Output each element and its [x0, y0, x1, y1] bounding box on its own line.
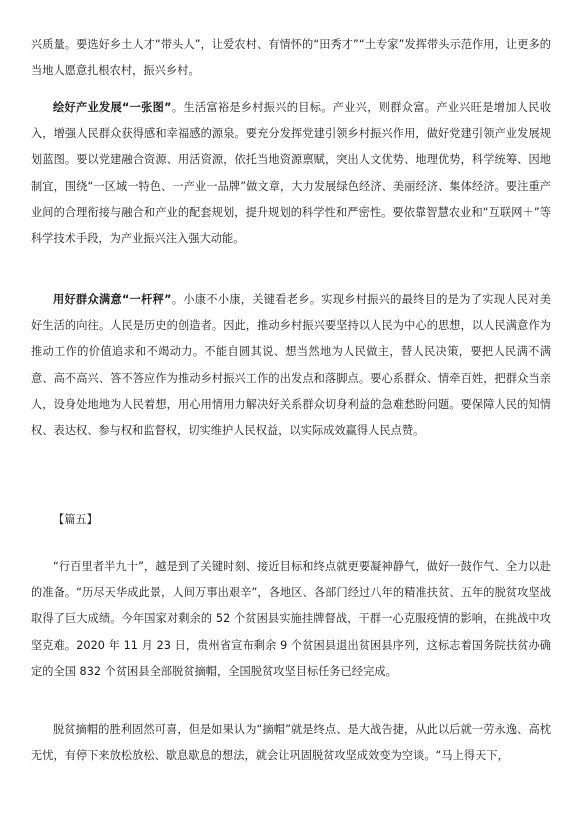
section-heading — [53, 510, 98, 530]
paragraph-5-text: 脱贫摘帽的胜利固然可喜，但是如果认为“摘帽”就是终点、是大战告捷，从此以后就一劳永逸、高枕无忧，有停下来放松放松、歇息歇息的想法，就会让巩固脱贫攻坚成效变为空谈。“马上得天下， — [31, 723, 551, 763]
paragraph-3 — [31, 287, 551, 444]
paragraph-2-lead: 绘好产业发展“一张图” — [53, 101, 172, 114]
paragraph-4-text: “行百里者半九十”，越是到了关键时刻、接近目标和终点就更要凝神静气，做好一鼓作气、全力以赴的准备。“历尽天华成此景，人间万事出艰辛”，各地区、各部门经过八年的精准扶贫、五年的脱贫攻坚战取得了巨大成绩。今年国家对剩余的 52 个贫困县实施挂牌督战，干群一心克服疫情的影响，在挑战中攻坚克难。2020 年 11 月 23 日，贵州省宣布剩余 9 个贫困县退出贫困县序列，这标志着国务院扶贫办确定的全国 832 个贫困县全部脱贫摘帽，全国脱贫攻坚目标任务已经完成。 — [31, 560, 551, 678]
paragraph-1 — [31, 32, 551, 84]
paragraph-3-lead: 用好群众满意“一杆秤” — [53, 293, 172, 306]
paragraph-1-text: 兴质量。要选好乡土人才“带头人”，让爱农村、有情怀的“田秀才”“土专家”发挥带头示范作用，让更多的当地人愿意扎根农村，振兴乡村。 — [31, 38, 551, 78]
paragraph-2 — [31, 95, 551, 252]
paragraph-3-body: 。小康不小康，关键看老乡。实现乡村振兴的最终目的是为了实现人民对美好生活的向往。人民是历史的创造者。因此，推动乡村振兴要坚持以人民为中心的思想，以人民满意作为推动工作的价值追求和不竭动力。不能自圆其说、想当然地为人民做主，替人民决策，要把人民满不满意、高不高兴、答不答应作为推动乡村振兴工作的出发点和落脚点。要心系群众、情牵百姓，把群众当亲人，设身处地地为人民着想，用心用情用力解决好关系群众切身利益的急难愁盼问题。要保障人民的知情权、表达权、参与权和监督权，切实维护人民权益，以实际成效赢得人民点赞。 — [31, 293, 551, 438]
paragraph-2-body: 。生活富裕是乡村振兴的目标。产业兴，则群众富。产业兴旺是增加人民收入，增强人民群众获得感和幸福感的源泉。要充分发挥党建引领乡村振兴作用，做好党建引领产业发展规划蓝图。要以党建融合资源、用活资源，依托当地资源禀赋，突出人文优势、地理优势，科学统筹、因地制宜，围绕“一区域一特色、一产业一品牌”做文章，大力发展绿色经济、美丽经济、集体经济。要注重产业间的合理衔接与融合和产业的配套规划，提升规划的科学性和严密性。要依靠智慧农业和“互联网＋”等科学技术手段，为产业振兴注入强大动能。 — [31, 101, 551, 246]
paragraph-4 — [31, 554, 551, 685]
paragraph-5 — [31, 717, 551, 769]
section-heading-text: 【篇五】 — [53, 513, 98, 526]
